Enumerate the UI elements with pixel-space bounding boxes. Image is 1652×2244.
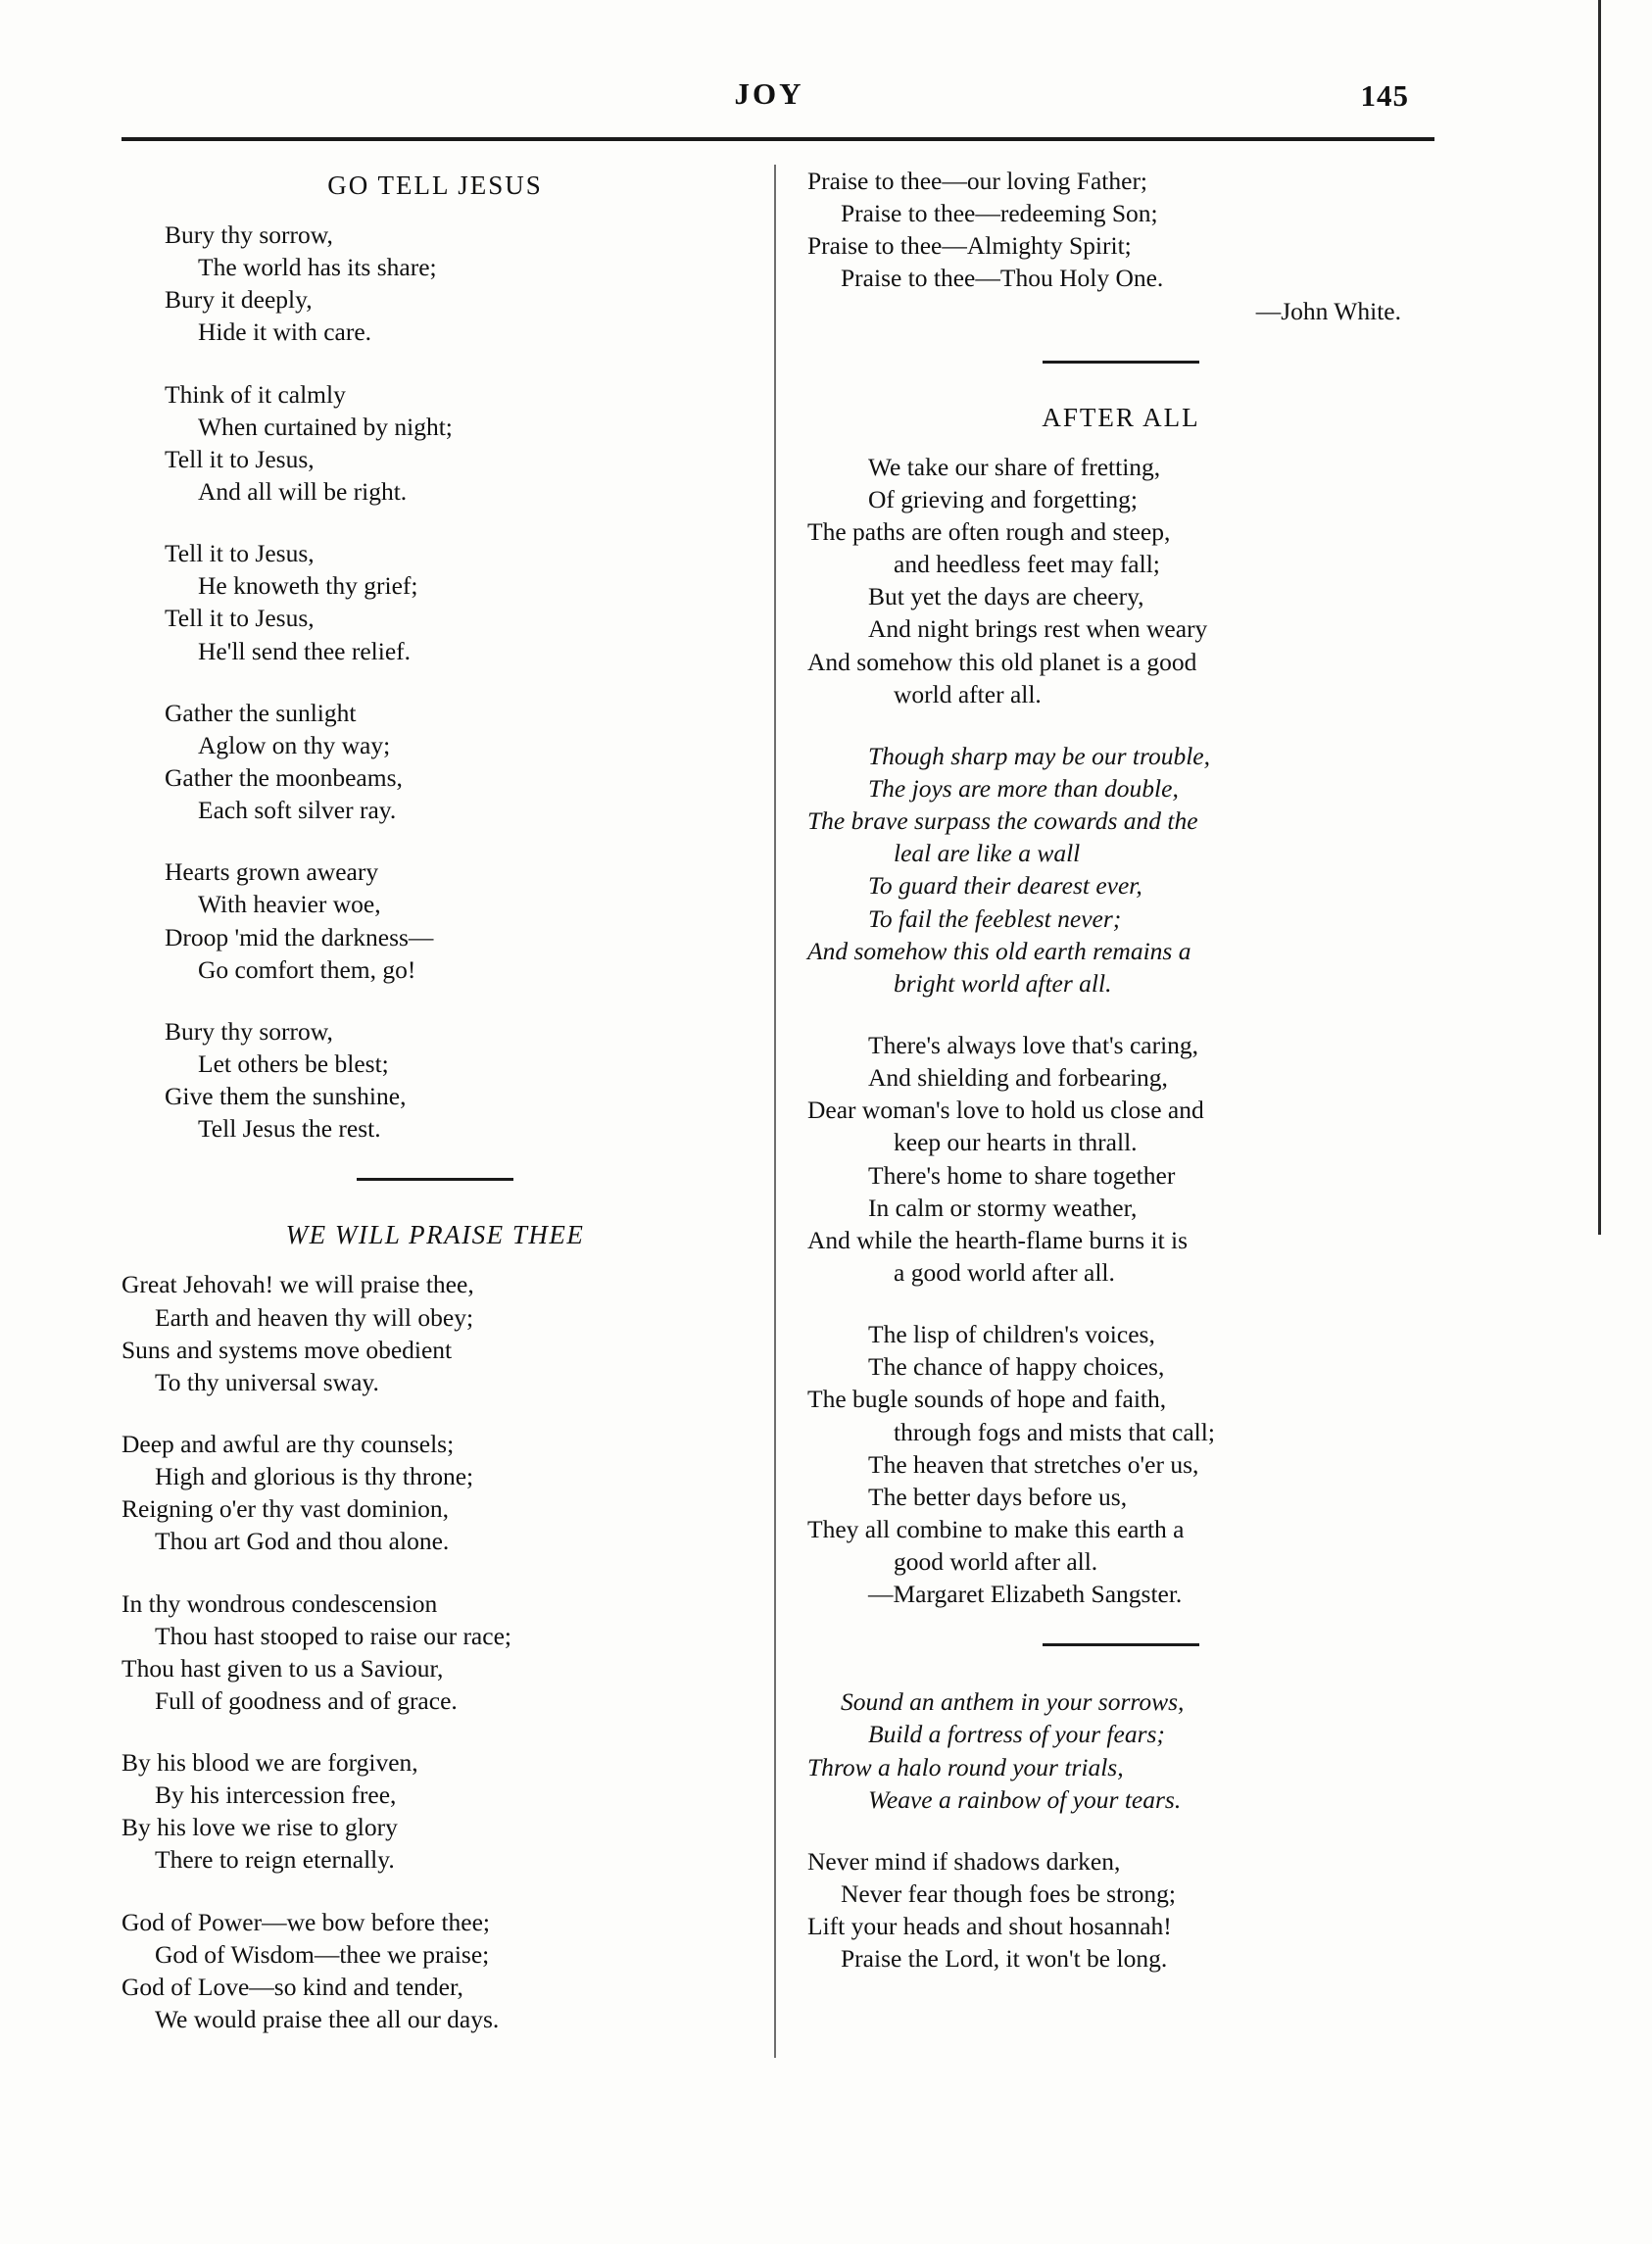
stanza: [807, 451, 1434, 710]
section-separator: [357, 1178, 513, 1181]
poem-line: world after all.: [894, 679, 1042, 708]
poem-line: We take our share of fretting,: [868, 452, 1161, 481]
poem-line: Thou hast given to us a Saviour,: [121, 1653, 444, 1683]
poem-line: Bury thy sorrow,: [165, 1016, 333, 1046]
stanza-continuation: [807, 165, 1434, 327]
left-column: [121, 165, 770, 2065]
two-column-body: [121, 165, 1439, 2065]
poem-line: Each soft silver ray.: [198, 796, 397, 825]
poem-line: Sound an anthem in your sorrows,: [841, 1687, 1185, 1717]
poem-line: Think of it calmly: [165, 379, 346, 409]
poem-line: Tell Jesus the rest.: [198, 1114, 381, 1144]
poem-line: There to reign eternally.: [155, 1845, 395, 1875]
stanza: [807, 740, 1434, 1000]
poem-line: The world has its share;: [198, 253, 437, 282]
stanza: [121, 1587, 749, 1718]
poem-line: By his blood we are forgiven,: [121, 1748, 418, 1778]
poem-line: He'll send thee relief.: [198, 636, 411, 665]
header-rule: [121, 137, 1434, 141]
scan-edge-mark-lower: [1598, 627, 1601, 1235]
poem-line: Gather the sunlight: [165, 698, 357, 727]
poem-line: Build a fortress of your fears;: [868, 1720, 1165, 1749]
poem-line: And night brings rest when weary: [868, 614, 1208, 644]
poem-line: The better days before us,: [868, 1482, 1128, 1511]
poem-line: Hearts grown aweary: [165, 857, 379, 887]
poem-line: Let others be blest;: [198, 1049, 389, 1078]
poem-line: Praise the Lord, it won't be long.: [841, 1944, 1168, 1974]
poem-line: And all will be right.: [198, 476, 408, 506]
poem-line: And while the hearth-flame burns it is: [807, 1225, 1189, 1254]
poem-line: Give them the sunshine,: [165, 1082, 407, 1111]
poem-line: Praise to thee—Almighty Spirit;: [807, 231, 1132, 261]
poem-line: Never fear though foes be strong;: [841, 1879, 1177, 1909]
poem-line: God of Love—so kind and tender,: [121, 1972, 463, 2001]
poem-line: By his love we rise to glory: [121, 1813, 398, 1842]
poem-line: Tell it to Jesus,: [165, 444, 315, 473]
poem-line: Weave a rainbow of your tears.: [868, 1784, 1182, 1814]
poem-line: Droop 'mid the darkness—: [165, 922, 434, 951]
poem-attribution: —John White.: [1255, 296, 1401, 325]
stanza: [121, 1428, 749, 1558]
poem-line: Great Jehovah! we will praise thee,: [121, 1270, 474, 1299]
stanza: [121, 1015, 749, 1146]
poem-line: Full of goodness and of grace.: [155, 1685, 458, 1715]
stanza: [121, 1906, 749, 2036]
stanza: [807, 1029, 1434, 1289]
poem-line: In calm or stormy weather,: [868, 1193, 1138, 1222]
stanza: [121, 1268, 749, 1398]
stanza: [807, 1685, 1434, 1816]
poem-line: The paths are often rough and steep,: [807, 516, 1171, 546]
poem-line: Dear woman's love to hold us close and: [807, 1096, 1204, 1125]
scan-edge-mark: [1598, 0, 1601, 686]
poem-line: Bury it deeply,: [165, 285, 313, 315]
poem-line: Reigning o'er thy vast dominion,: [121, 1494, 449, 1524]
poem-line: The lisp of children's voices,: [868, 1320, 1155, 1349]
poem-line: By his intercession free,: [155, 1781, 397, 1810]
poem-line: bright world after all.: [894, 968, 1112, 998]
poem-line: God of Wisdom—thee we praise;: [155, 1939, 490, 1969]
section-separator: [1043, 1643, 1199, 1646]
poem-line: When curtained by night;: [198, 412, 453, 441]
stanza: [121, 1746, 749, 1877]
poem-line: Praise to thee—redeeming Son;: [841, 199, 1158, 228]
poem-line: There's home to share together: [868, 1160, 1176, 1190]
poem-line: The joys are more than double,: [868, 773, 1179, 803]
poem-line: High and glorious is thy throne;: [155, 1462, 474, 1491]
poem-line: And somehow this old earth remains a: [807, 936, 1191, 965]
poem-line: There's always love that's caring,: [868, 1030, 1199, 1059]
poem-line: Though sharp may be our trouble,: [868, 741, 1210, 770]
poem-line: Earth and heaven thy will obey;: [155, 1302, 474, 1332]
poem-line: Praise to thee—Thou Holy One.: [841, 264, 1164, 293]
poem-line: Gather the moonbeams,: [165, 762, 403, 792]
poem-line: Throw a halo round your trials,: [807, 1752, 1124, 1781]
running-head-title: JOY: [734, 76, 804, 111]
poem-line: Lift your heads and shout hosannah!: [807, 1912, 1172, 1941]
poem-line: Aglow on thy way;: [198, 730, 391, 759]
poem-line: And somehow this old planet is a good: [807, 647, 1197, 676]
poem-title-go-tell-jesus: GO TELL JESUS: [327, 171, 543, 200]
poem-line: The bugle sounds of hope and faith,: [807, 1385, 1167, 1414]
poem-line: and heedless feet may fall;: [894, 550, 1160, 579]
poem-line: To guard their dearest ever,: [868, 871, 1142, 901]
poem-line: In thy wondrous condescension: [121, 1588, 438, 1618]
poem-line: Tell it to Jesus,: [165, 539, 315, 568]
section-separator: [1043, 361, 1199, 364]
poem-line: But yet the days are cheery,: [868, 582, 1144, 611]
poem-line: Tell it to Jesus,: [165, 604, 315, 633]
poem-line: The heaven that stretches o'er us,: [868, 1449, 1199, 1479]
poem-line: Hide it with care.: [198, 317, 372, 347]
stanza: [121, 537, 749, 667]
page-number: 145: [1360, 78, 1409, 113]
poem-line: Never mind if shadows darken,: [807, 1846, 1121, 1876]
poem-line: leal are like a wall: [894, 839, 1081, 868]
right-column: [770, 165, 1434, 2065]
poem-line: We would praise thee all our days.: [155, 2005, 500, 2034]
stanza: [807, 1845, 1434, 1976]
poem-line: Of grieving and forgetting;: [868, 484, 1139, 513]
page-header: [118, 76, 1421, 123]
poem-line: And shielding and forbearing,: [868, 1063, 1168, 1093]
poem-line: Deep and awful are thy counsels;: [121, 1429, 455, 1458]
poem-line: To thy universal sway.: [155, 1367, 379, 1396]
poem-line: The brave surpass the cowards and the: [807, 806, 1198, 836]
poem-line: through fogs and mists that call;: [894, 1417, 1215, 1446]
poem-line: Go comfort them, go!: [198, 954, 416, 984]
stanza: [121, 855, 749, 986]
poem-line: With heavier woe,: [198, 890, 381, 919]
poem-line: Thou art God and thou alone.: [155, 1527, 450, 1556]
stanza: [121, 378, 749, 509]
poem-title-we-will-praise-thee: WE WILL PRAISE THEE: [285, 1220, 585, 1250]
poem-line: Bury thy sorrow,: [165, 220, 333, 249]
stanza: [807, 1318, 1434, 1610]
poem-line: God of Power—we bow before thee;: [121, 1907, 491, 1936]
poem-line: The chance of happy choices,: [868, 1352, 1165, 1382]
poem-line: keep our hearts in thrall.: [894, 1128, 1138, 1157]
stanza: [121, 697, 749, 827]
poem-line: He knoweth thy grief;: [198, 571, 418, 601]
poem-line: Thou hast stooped to raise our race;: [155, 1621, 511, 1650]
stanza: [121, 219, 749, 349]
poem-title-after-all: AFTER ALL: [1042, 402, 1200, 432]
poem-attribution: —Margaret Elizabeth Sangster.: [868, 1580, 1183, 1609]
poem-line: They all combine to make this earth a: [807, 1514, 1185, 1543]
poem-line: Praise to thee—our loving Father;: [807, 167, 1148, 195]
poem-line: To fail the feeblest never;: [868, 903, 1122, 933]
poem-line: Suns and systems move obedient: [121, 1335, 453, 1364]
poem-line: good world after all.: [894, 1547, 1098, 1577]
poem-line: a good world after all.: [894, 1257, 1115, 1287]
